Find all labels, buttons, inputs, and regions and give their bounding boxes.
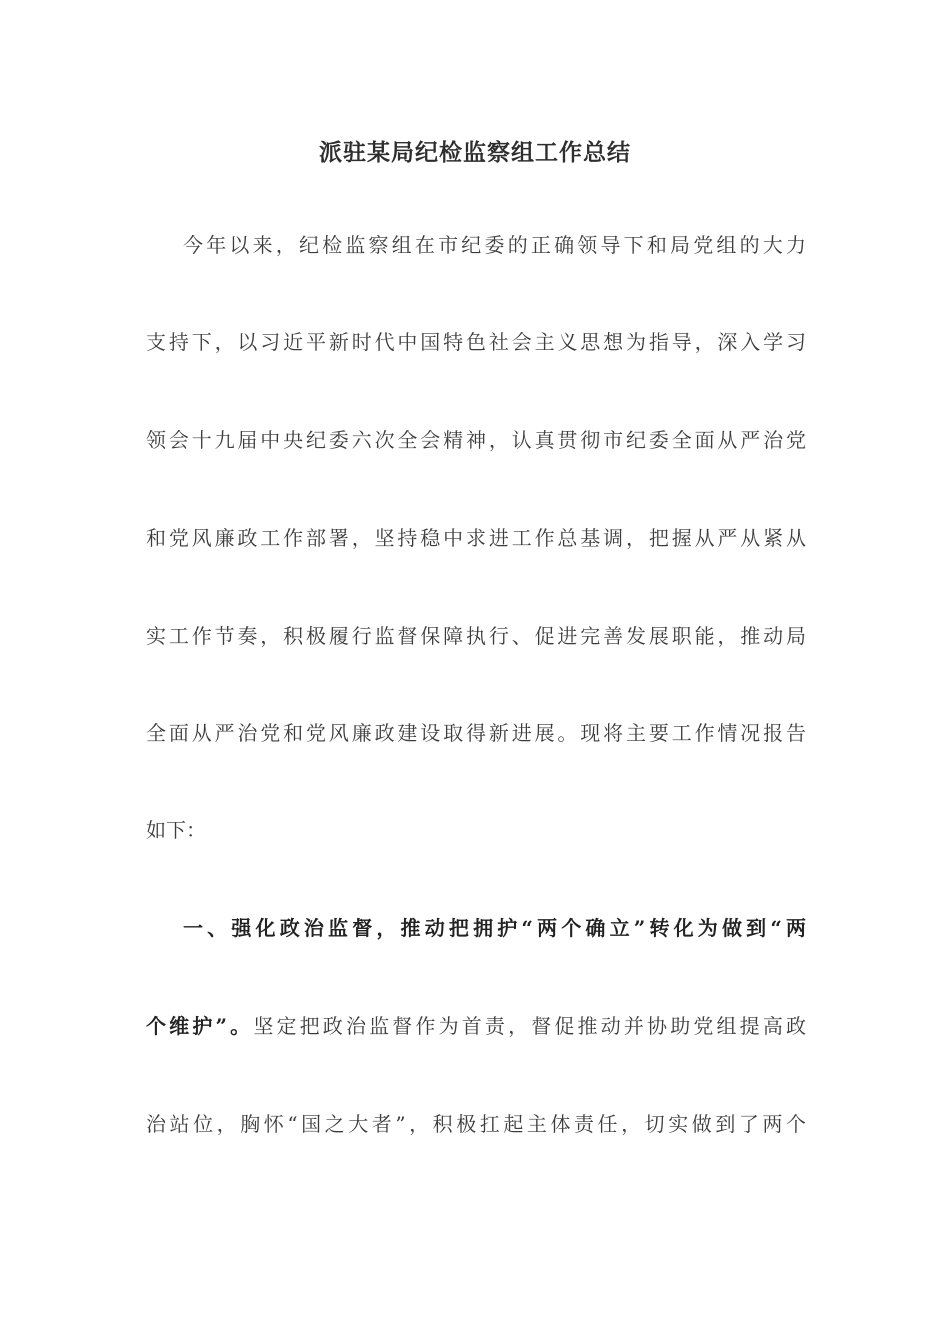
paragraph-line: 和党风廉政工作部署，坚持稳中求进工作总基调，把握从严从紧从 [146, 526, 806, 550]
paragraph-text: 坚定把政治监督作为首责，督促推动并协助党组提高政 [253, 1014, 806, 1038]
document-title: 派驻某局纪检监察组工作总结 [319, 139, 631, 166]
paragraph-line: 全面从严治党和党风廉政建设取得新进展。现将主要工作情况报告 [146, 721, 806, 745]
paragraph-line: 今年以来，纪检监察组在市纪委的正确领导下和局党组的大力 [183, 233, 806, 257]
paragraph-line: 如下： [146, 818, 206, 842]
paragraph-line: 支持下，以习近平新时代中国特色社会主义思想为指导，深入学习 [146, 330, 806, 354]
paragraph-line: 领会十九届中央纪委六次全会精神，认真贯彻市纪委全面从严治党 [146, 428, 806, 452]
paragraph-line [146, 1011, 806, 1041]
section-heading: 一、强化政治监督，推动把拥护“两个确立”转化为做到“两 [183, 916, 806, 940]
section-heading-end: 个维护”。 [146, 1014, 254, 1038]
paragraph-line: 实工作节奏，积极履行监督保障执行、促进完善发展职能，推动局 [146, 624, 806, 648]
paragraph-line: 治站位，胸怀“国之大者”，积极扛起主体责任，切实做到了两个 [146, 1112, 806, 1136]
